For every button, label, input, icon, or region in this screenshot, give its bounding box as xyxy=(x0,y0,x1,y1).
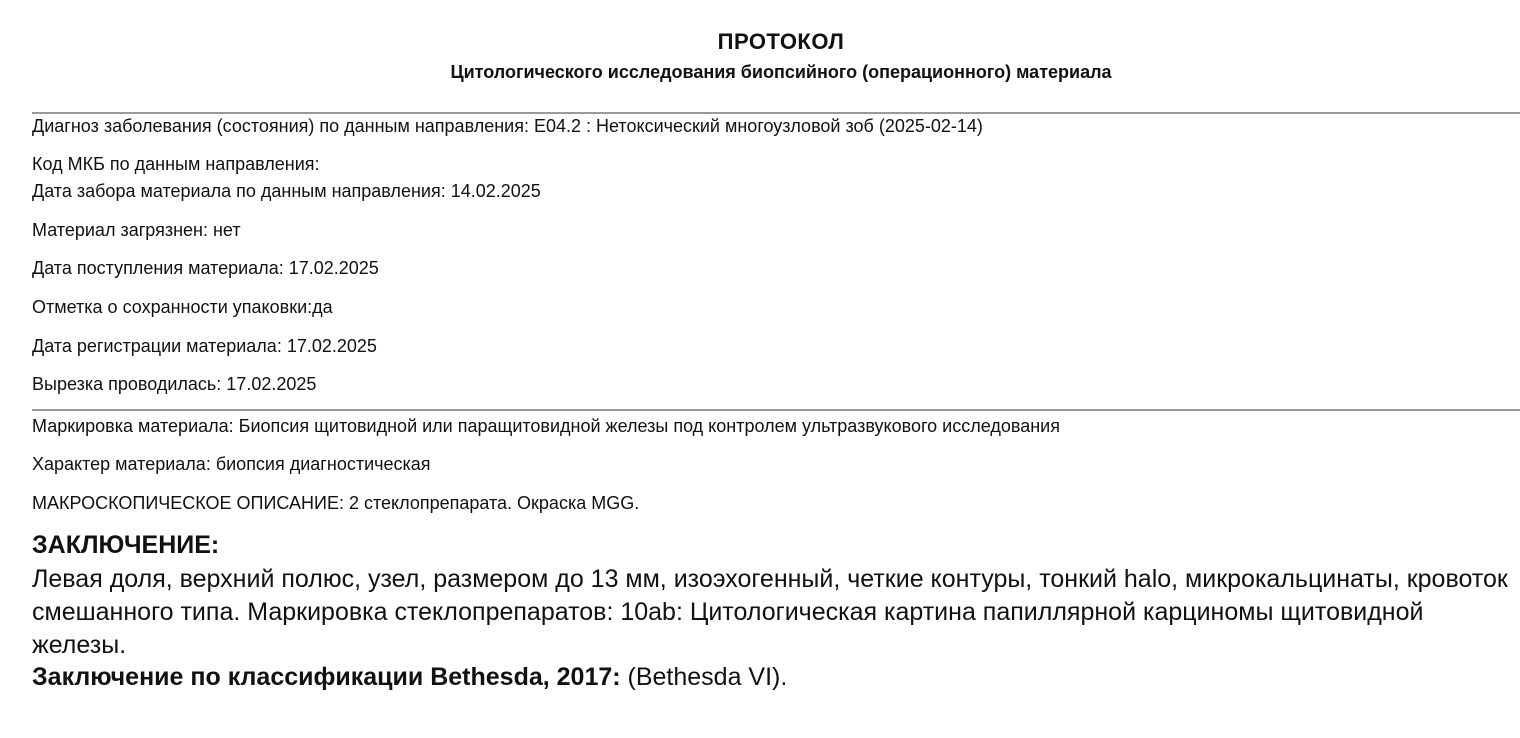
conclusion-text: Левая доля, верхний полюс, узел, размером до 13 мм, изоэхогенный, четкие контуры, тонкий halo, микрокальцинаты, кровоток смешанного типа. Маркировка стеклопрепаратов: 10ab: Цитологическая картина папиллярной карциномы щитовидной железы. xyxy=(32,565,1508,659)
bethesda-line xyxy=(32,661,787,694)
conclusion-heading: ЗАКЛЮЧЕНИЕ: xyxy=(32,531,220,559)
diagnosis-field: Диагноз заболевания (состояния) по данным направления: E04.2 : Нетоксический многоузловой зоб (2025-02-14) xyxy=(32,116,983,136)
page-subtitle: Цитологического исследования биопсийного (операционного) материала xyxy=(450,62,1112,82)
packaging-field: Отметка о сохранности упаковки:да xyxy=(32,297,333,317)
contaminated-field: Материал загрязнен: нет xyxy=(32,220,241,240)
collection-date-field: Дата забора материала по данным направления: 14.02.2025 xyxy=(32,181,541,201)
material-type-field: Характер материала: биопсия диагностическая xyxy=(32,454,431,474)
page-title: ПРОТОКОЛ xyxy=(717,29,845,54)
icd-code-field: Код МКБ по данным направления: xyxy=(32,154,320,174)
cutting-date-field: Вырезка проводилась: 17.02.2025 xyxy=(32,374,317,394)
registration-date-field: Дата регистрации материала: 17.02.2025 xyxy=(32,336,377,356)
divider-middle xyxy=(32,409,1520,411)
divider-top xyxy=(32,112,1520,114)
marking-field: Маркировка материала: Биопсия щитовидной или паращитовидной железы под контролем ультразвукового исследования xyxy=(32,416,1060,436)
bethesda-label: Заключение по классификации Bethesda, 2017: xyxy=(32,663,621,691)
receipt-date-field: Дата поступления материала: 17.02.2025 xyxy=(32,258,379,278)
bethesda-value: (Bethesda VI). xyxy=(620,663,788,691)
macroscopic-field: МАКРОСКОПИЧЕСКОЕ ОПИСАНИЕ: 2 стеклопрепарата. Окраска MGG. xyxy=(32,493,640,513)
